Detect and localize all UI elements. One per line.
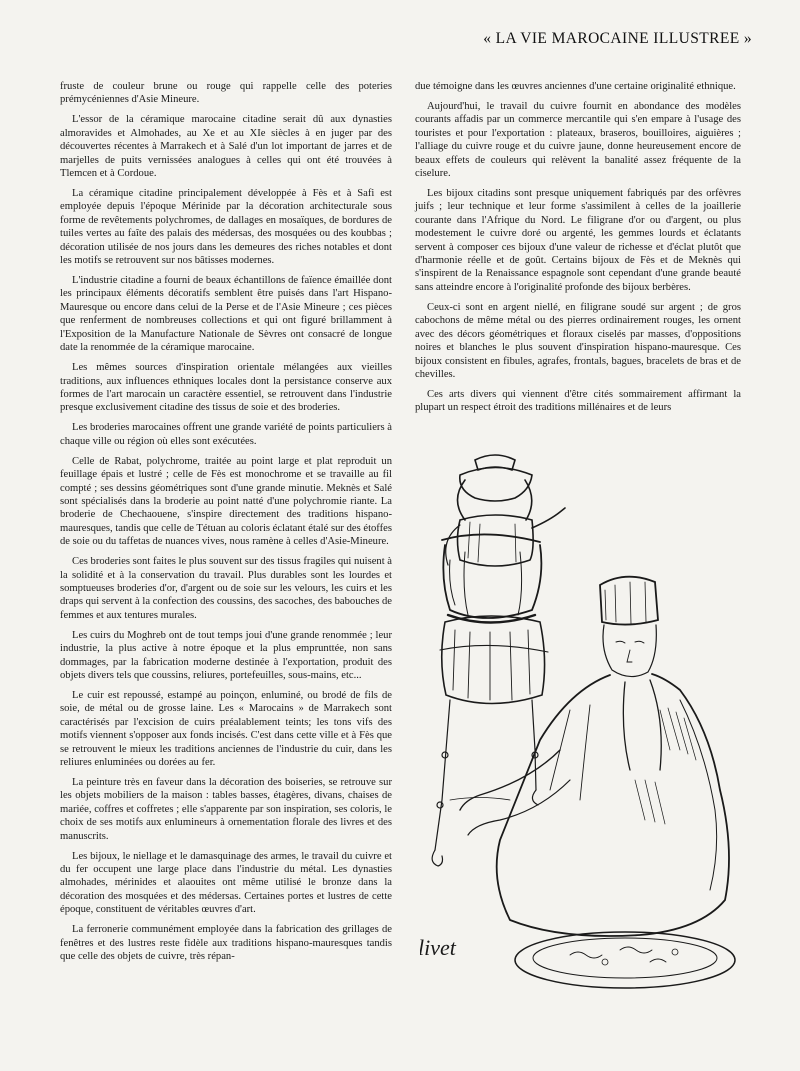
paragraph: Ces broderies sont faites le plus souvent sur des tissus fragiles qui nuisent à la solidité et à la conservation du travail. Plus durables sont les lourdes et somptueuses broderies d'or, d'argent ou de soie sur les velours, les cuirs et les draps qui servent à la confection des coussins, des sacoches, des babouches de femmes et aux tentures murales. bbox=[60, 556, 392, 621]
paragraph: Les bijoux citadins sont presque uniquement fabriqués par des orfèvres juifs ; leur technique et leur forme s'assimilent à celles de la joaillerie courante dans l'Afrique du Nord. Le filigrane d'or ou d'argent, ou plus modestement le cuivre doré ou argenté, les gemmes lourds et éclatants servent à composer ces bijoux d'une valeur de richesse et d'éclat plutôt que d'harmonie réelle et de goût. Certains bijoux de Fès et de Meknès qui s'inspirent de la Renaissance espagnole sont cependant d'une grande beauté sans atteindre encore à l'originalité profonde des bijoux berbères. bbox=[415, 188, 741, 293]
paragraph: La peinture très en faveur dans la décoration des boiseries, se retrouve sur les objets mobiliers de la maison : tables basses, étagères, divans, chaises de mariée, coffres et coffretes ; elle s'apparente par son inspiration, ses coloris, le choix de ses motifs aux enlumineurs à ornementation florale des livres et des manuscrits. bbox=[60, 777, 392, 842]
paragraph: Les bijoux, le niellage et le damasquinage des armes, le travail du cuivre et du fer occupent une large place dans l'industrie du métal. Les dynasties almohades, mérinides et alaouites ont même utilisé le bronze dans la décoration des mosquées et des médersas. Certaines portes et lustres de cette époque, constituent de véritables œuvres d'art. bbox=[60, 850, 392, 916]
paragraph: La ferronerie communément employée dans la fabrication des grillages de fenêtres et des lustres reste fidèle aux traditions hispano-mauresques tandis que celle des objets de cuivre, très répan- bbox=[60, 924, 392, 963]
paragraph: Les mêmes sources d'inspiration orientale mélangées aux vieilles traditions, aux influences ethniques locales dont la persistance conserve aux formes de l'art marocain un caractère essentiel, se retrouvent dans l'industrie presque exclusivement citadine des tissus de soie et des broderies. bbox=[60, 362, 392, 414]
paragraph: L'essor de la céramique marocaine citadine serait dû aux dynasties almoravides et Almohades, au Xe et au XIe siècles à en juger par des découvertes récentes à Marrakech et à Salé d'un lot important de jarres et de marjelles de puits vernissées analogues à celles qui ont été trouvées à Tlemcen et à Cordoue. bbox=[60, 114, 392, 180]
page-header: « LA VIE MAROCAINE ILLUSTREE » bbox=[483, 30, 752, 47]
paragraph: Ces arts divers qui viennent d'être cités sommairement affirmant la plupart un respect étroit des traditions millénaires et de leurs bbox=[415, 388, 741, 414]
pot-sketch bbox=[442, 534, 541, 622]
paragraph: fruste de couleur brune ou rouge qui rappelle celle des poteries prémycéniennes d'Asie Mineure. bbox=[60, 81, 392, 106]
paragraph: due témoigne dans les œuvres anciennes d'une certaine originalité ethnique. bbox=[415, 81, 736, 92]
kettle-sketch bbox=[446, 455, 565, 566]
brazier-sketch bbox=[440, 616, 548, 704]
right-column bbox=[415, 80, 741, 421]
left-column bbox=[60, 80, 392, 970]
paragraph: Les broderies marocaines offrent une grande variété de points particuliers à chaque ville ou région où elles sont exécutées. bbox=[60, 422, 392, 447]
illustration-coppersmith bbox=[420, 450, 740, 1000]
man-sketch bbox=[460, 577, 729, 936]
paragraph: L'industrie citadine a fourni de beaux échantillons de faïence émaillée dont les principaux éléments décoratifs semblent être puisés dans l'art Hispano-Mauresque ou encore dans celui de la Perse et de l'Asie Mineure ; ces pièces que renferment de nombreuses collections et qui ont figuré brillamment à l'Exposition de la Manufacture Nationale de Sèvres ont consacré de longue date la renommée de la céramique marocaine. bbox=[60, 275, 392, 354]
paragraph: La céramique citadine principalement développée à Fès et à Safi est employée depuis l'époque Mérinide par la décoration architecturale sous forme de revêtements polychromes, de dallages en mosaïques, de bordures de tuiles vertes au faîte des palais des médersas, des mosquées ou des koubbas ; décoration utilisée de nos jours dans les demeures des riches notables et dont les motifs se retrouvent sur nos bâtisses modernes. bbox=[60, 188, 392, 267]
tray-sketch bbox=[515, 932, 735, 988]
sketch-drawing bbox=[420, 450, 740, 1000]
paragraph: Ceux-ci sont en argent niellé, en filigrane soudé sur argent ; de gros cabochons de même métal ou des pierres ordinairement rouges, les ornent avec des décors géométriques et floraux ciselés par masses, d'oppositions noires et blanches le plus souvent d'inspiration hispano-mauresque. Ces bijoux consistent en fibules, agrafes, frontals, bagues, bracelets de bras et de chevilles. bbox=[415, 301, 741, 380]
paragraph: Le cuir est repoussé, estampé au poinçon, enluminé, ou brodé de fils de soie, de métal ou de grosse laine. Les « Marocains » de Marrakech sont caractérisés par l'excision de cuirs préalablement teints; les tons vifs des motifs viennent s'opposer aux fonds incisés. C'est dans cette ville et à Fès que se retrouvent le mieux les traditions anciennes de l'industrie du cuir, dans les reliures enluminées ou dorées au fer. bbox=[60, 690, 392, 769]
paragraph: Aujourd'hui, le travail du cuivre fournit en abondance des modèles courants affadis par un commerce mercantile qui s'en empare à l'usage des touristes et pour l'exportation : plateaux, braseros, bouilloires, aiguières ; l'alliage du cuivre rouge et du cuivre jaune, donne heureusement encore de beaux effets de couleurs qui relèvent la banalité assez fréquente de la ciselure. bbox=[415, 101, 741, 180]
artist-signature: livet bbox=[420, 935, 456, 960]
paragraph: Les cuirs du Moghreb ont de tout temps joui d'une grande renommée ; leur industrie, la plus active à notre époque et la plus emprunttée, non sans dommages, par la fabrication moderne destinée à l'exportation, produit des objets divers tels que coussins, reliures, portefeuilles, sous-mains, etc... bbox=[60, 629, 392, 681]
paragraph: Celle de Rabat, polychrome, traitée au point large et plat reproduit un feuillage épais et lustré ; celle de Fès est monochrome et se travaille au fil compté ; ses dessins géométriques sont d'une grande minutie. Meknès et Salé sont spécialisés dans la broderie au point natté d'une polychromie riante. La broderie de Chechaouene, s'inspire directement des traditions hispano-mauresques, tandis que celle de Tétuan au coloris éclatant étalé sur des étoffes de soie ou du taffetas de nuances vives, nous ramène à celles d'Asie-Mineure. bbox=[60, 455, 392, 548]
